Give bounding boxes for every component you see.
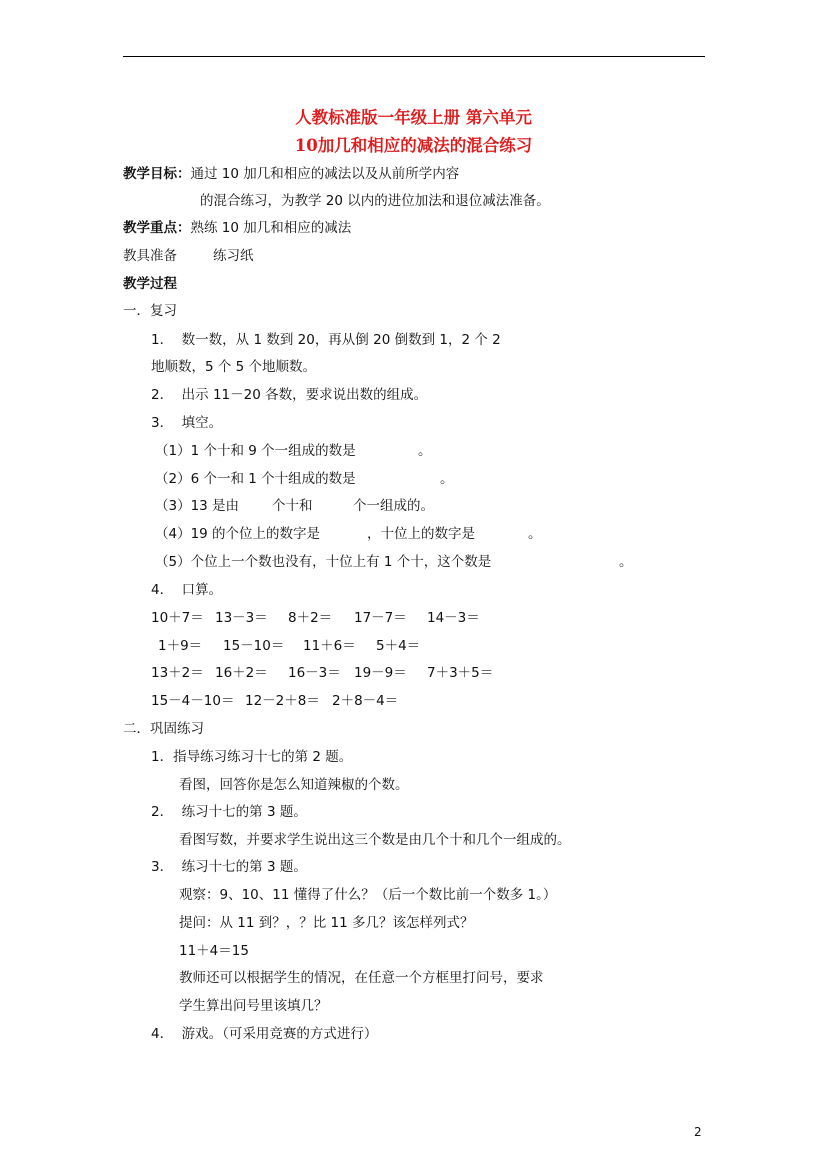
calc-item: 15－4－10＝ xyxy=(151,693,235,709)
practice-heading: 二．巩固练习 xyxy=(123,721,204,737)
practice-item-3-sub-5: 学生算出问号里该填几？ xyxy=(179,998,328,1014)
fill-3-c: 个一组成的。 xyxy=(353,498,434,514)
fill-1-b: 。 xyxy=(418,443,432,459)
calc-item: 14－3＝ xyxy=(427,610,480,626)
review-item-4: 4． 口算。 xyxy=(151,582,223,598)
calc-item: 13－3＝ xyxy=(215,610,268,626)
review-item-3: 3． 填空。 xyxy=(151,415,223,431)
fill-4-a: （4）19 的个位上的数字是 xyxy=(155,526,321,542)
calc-item: 19－9＝ xyxy=(354,665,407,681)
goal-line-1 xyxy=(123,165,459,183)
calc-item: 16＋2＝ xyxy=(215,665,268,681)
fill-1-a: （1）1 个十和 9 个一组成的数是 xyxy=(155,443,356,459)
practice-item-1: 1．指导练习练习十七的第 2 题。 xyxy=(151,749,353,765)
fill-4-c: 。 xyxy=(528,526,542,542)
goal-text-2: 的混合练习，为教学 20 以内的进位加法和退位减法准备。 xyxy=(200,193,550,209)
tools-text: 练习纸 xyxy=(213,248,254,264)
goal-label: 教学目标： xyxy=(123,166,191,182)
fill-4-b: ，十位上的数字是 xyxy=(367,526,475,542)
key-line xyxy=(123,219,351,237)
calc-item: 10＋7＝ xyxy=(151,610,204,626)
review-item-1b: 地顺数，5 个 5 个地顺数。 xyxy=(151,359,317,375)
practice-item-2: 2． 练习十七的第 3 题。 xyxy=(151,804,307,820)
review-item-1a: 1． 数一数，从 1 数到 20，再从倒 20 倒数到 1，2 个 2 xyxy=(151,332,501,348)
fill-2-a: （2）6 个一和 1 个十组成的数是 xyxy=(155,471,356,487)
calc-item: 13＋2＝ xyxy=(151,665,204,681)
calc-item: 7＋3＋5＝ xyxy=(427,665,494,681)
practice-item-2-sub: 看图写数，并要求学生说出这三个数是由几个十和几个一组成的。 xyxy=(179,832,571,848)
calc-item: 12－2＋8＝ xyxy=(245,693,320,709)
calc-item: 15－10＝ xyxy=(223,638,285,654)
title-line-1: 人教标准版一年级上册 第六单元 xyxy=(295,108,532,127)
calc-item: 16－3＝ xyxy=(288,665,341,681)
practice-item-3-sub-1: 观察：9、10、11 懂得了什么？（后一个数比前一个数多 1。） xyxy=(179,887,557,903)
key-text: 熟练 10 加几和相应的减法 xyxy=(190,220,352,236)
practice-item-3-sub-3: 11＋4＝15 xyxy=(179,943,249,959)
calc-item: 11＋6＝ xyxy=(303,638,356,654)
title-line-2: 10加几和相应的减法的混合练习 xyxy=(294,136,533,155)
calc-item: 8＋2＝ xyxy=(288,610,333,626)
fill-5-a: （5）个位上一个数也没有，十位上有 1 个十，这个数是 xyxy=(155,554,492,570)
page-number: 2 xyxy=(694,1125,702,1139)
practice-item-3-sub-2: 提问：从 11 到？，？比 11 多几？该怎样列式？ xyxy=(179,915,474,931)
practice-item-4: 4． 游戏。（可采用竞赛的方式进行） xyxy=(151,1026,378,1042)
key-label: 教学重点： xyxy=(123,220,191,236)
calc-item: 5＋4＝ xyxy=(376,638,421,654)
practice-item-1-sub: 看图，回答你是怎么知道辣椒的个数。 xyxy=(179,777,409,793)
header-rule xyxy=(123,56,705,57)
review-heading: 一．复习 xyxy=(123,303,177,319)
calc-item: 17－7＝ xyxy=(354,610,407,626)
practice-item-3: 3． 练习十七的第 3 题。 xyxy=(151,859,307,875)
fill-2-b: 。 xyxy=(440,471,454,487)
review-item-2: 2． 出示 11－20 各数，要求说出数的组成。 xyxy=(151,387,428,403)
practice-item-3-sub-4: 教师还可以根据学生的情况，在任意一个方框里打问号，要求 xyxy=(179,970,544,986)
process-label: 教学过程 xyxy=(123,276,177,292)
fill-5-b: 。 xyxy=(619,554,633,570)
calc-item: 1＋9＝ xyxy=(158,638,203,654)
goal-text-1: 通过 10 加几和相应的减法以及从前所学内容 xyxy=(190,166,460,182)
calc-item: 2＋8－4＝ xyxy=(332,693,399,709)
fill-3-b: 个十和 xyxy=(272,498,313,514)
tools-label: 教具准备 xyxy=(123,248,177,264)
fill-3-a: （3）13 是由 xyxy=(155,498,240,514)
